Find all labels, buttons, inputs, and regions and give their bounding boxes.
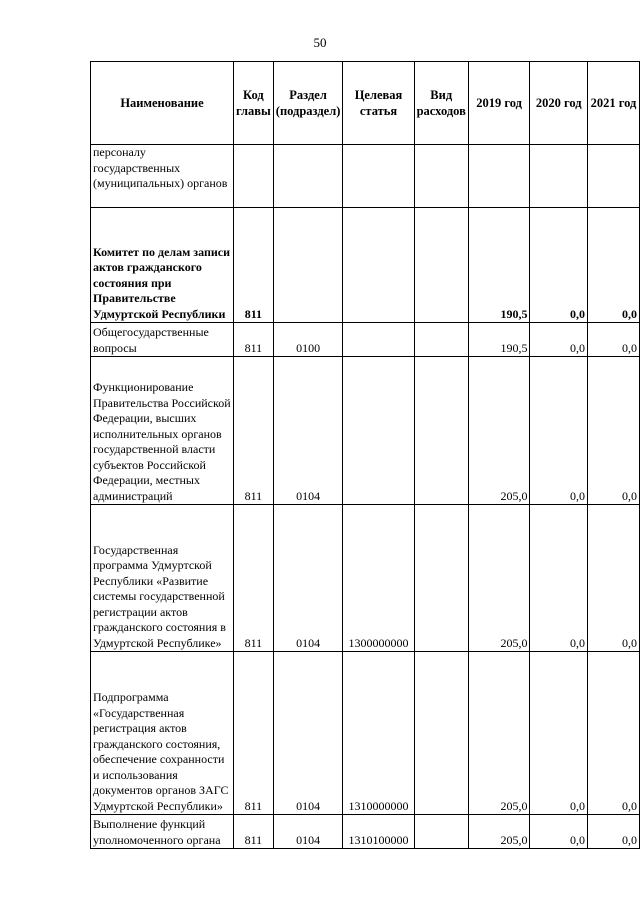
table-row [91,652,640,815]
table-row [91,815,640,849]
budget-table [90,61,640,849]
header-2021: 2021 год [587,62,639,145]
row-target: 1310000000 [343,652,414,815]
row-section: 0104 [273,357,343,505]
row-code: 811 [233,815,273,849]
row-2019: 205,0 [468,505,530,652]
row-section: 0100 [273,323,343,357]
row-2021: 0,0 [587,357,639,505]
row-code: 811 [233,505,273,652]
row-2021: 0,0 [587,323,639,357]
row-2019: 205,0 [468,652,530,815]
row-code: 811 [233,208,273,323]
row-name: Выполнение функций уполномоченного органа [91,815,234,849]
row-expense [414,145,468,208]
row-2021: 0,0 [587,652,639,815]
header-target: Целевая статья [343,62,414,145]
page-number: 50 [313,35,327,50]
row-target [343,323,414,357]
header-section: Раздел (подраздел) [273,62,343,145]
row-2021: 0,0 [587,815,639,849]
row-2020: 0,0 [530,815,588,849]
row-name: Комитет по делам записи актов гражданского состояния при Правительстве Удмуртской Республики [91,208,234,323]
row-code: 811 [233,652,273,815]
row-name: Функционирование Правительства Российской Федерации, высших исполнительных органов государственной власти субъектов Российской Федерации, местных администраций [91,357,234,505]
row-2021 [587,145,639,208]
row-2019: 190,5 [468,208,530,323]
row-section: 0104 [273,815,343,849]
row-name: Подпрограмма «Государственная регистрация актов гражданского состояния, обеспечение сохранности и использования документов органов ЗАГС Удмуртской Республики» [91,652,234,815]
table-header-row [91,62,640,145]
header-2020: 2020 год [530,62,588,145]
header-expense: Вид расходов [414,62,468,145]
row-expense [414,208,468,323]
row-2019: 205,0 [468,357,530,505]
row-expense [414,323,468,357]
row-2021: 0,0 [587,505,639,652]
header-2019: 2019 год [468,62,530,145]
row-section: 0104 [273,652,343,815]
row-2020: 0,0 [530,652,588,815]
table-row [91,208,640,323]
row-2021: 0,0 [587,208,639,323]
row-section [273,208,343,323]
row-target [343,145,414,208]
header-name: Наименование [91,62,234,145]
table-row [91,505,640,652]
row-2019: 190,5 [468,323,530,357]
row-2020: 0,0 [530,505,588,652]
header-code: Код главы [233,62,273,145]
row-2019: 205,0 [468,815,530,849]
row-2020: 0,0 [530,208,588,323]
row-code: 811 [233,323,273,357]
row-code [233,145,273,208]
row-2019 [468,145,530,208]
row-section [273,145,343,208]
row-section: 0104 [273,505,343,652]
row-2020 [530,145,588,208]
row-target: 1310100000 [343,815,414,849]
row-expense [414,815,468,849]
table-row [91,323,640,357]
row-expense [414,505,468,652]
row-name: Общегосударственные вопросы [91,323,234,357]
row-2020: 0,0 [530,357,588,505]
row-target [343,357,414,505]
row-expense [414,357,468,505]
row-2020: 0,0 [530,323,588,357]
row-name: персоналу государственных (муниципальных) органов [91,145,234,208]
row-code: 811 [233,357,273,505]
row-name: Государственная программа Удмуртской Республики «Развитие системы государственной регистрации актов гражданского состояния в Удмуртской Республике» [91,505,234,652]
row-target: 1300000000 [343,505,414,652]
table-row [91,145,640,208]
row-target [343,208,414,323]
row-expense [414,652,468,815]
table-row [91,357,640,505]
